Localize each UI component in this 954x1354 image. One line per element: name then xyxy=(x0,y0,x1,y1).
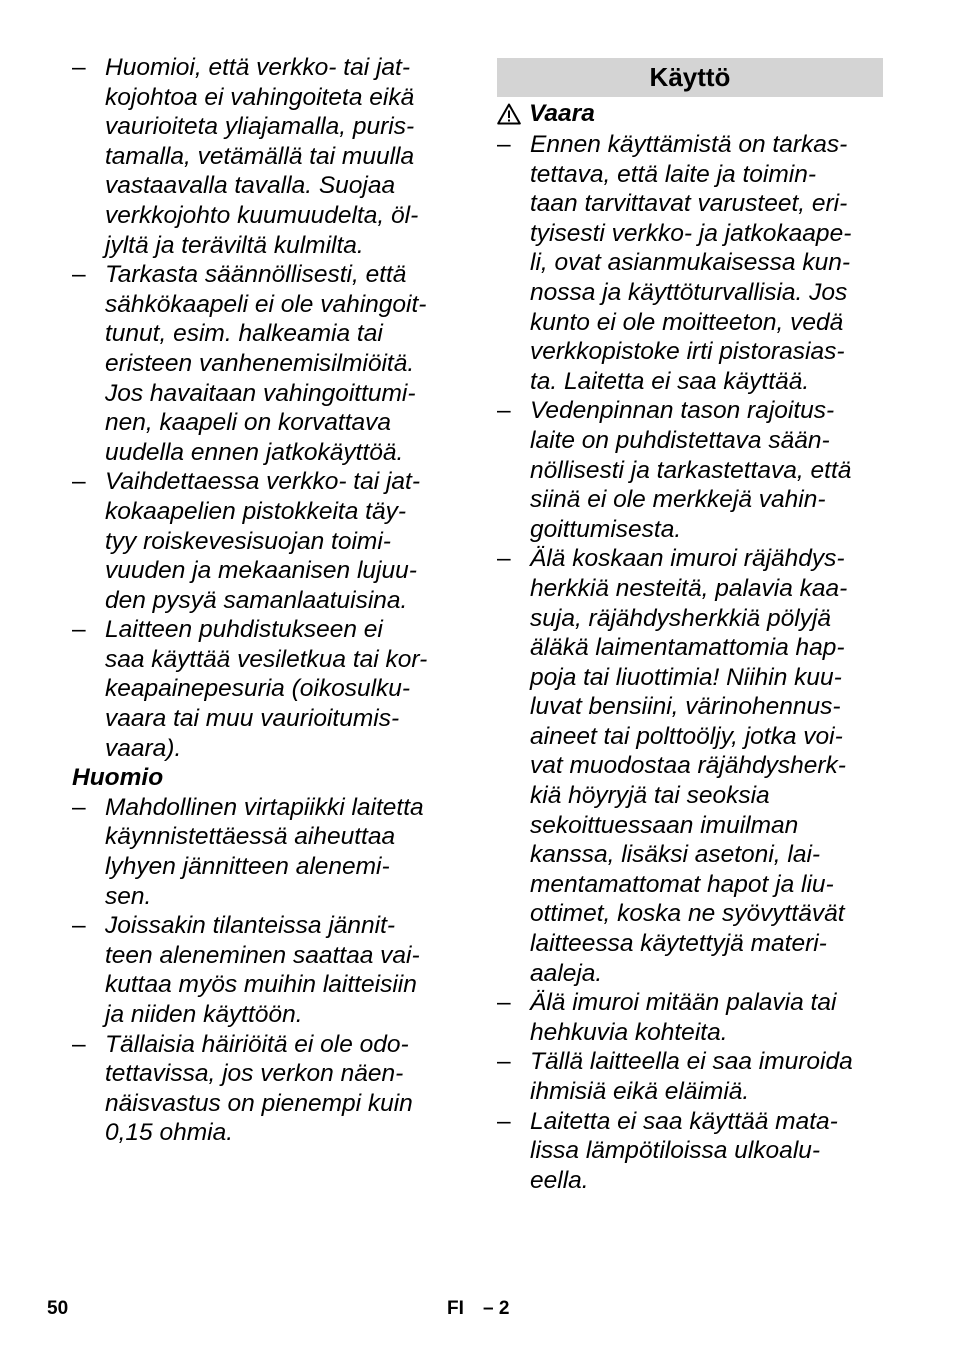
left-column xyxy=(72,53,462,1148)
list-item-line: lyhyen jännitteen alenemi- xyxy=(105,853,390,881)
list-item-line: taan tarvittavat varusteet, eri- xyxy=(530,190,848,218)
list-item-line: aineet tai polttoöljy, jotka voi- xyxy=(530,722,843,750)
list-item xyxy=(72,1030,462,1148)
list-item-line: vat muodostaa räjähdysherk- xyxy=(530,752,846,780)
list-item-line: teen aleneminen saattaa vai- xyxy=(105,941,420,969)
list-item-line: ta. Laitetta ei saa käyttää. xyxy=(530,367,810,395)
right-column xyxy=(497,58,887,1195)
dash-bullet: – xyxy=(72,54,86,81)
list-item-line: kokaapelien pistokkeita täy- xyxy=(105,497,406,525)
list-item-line: kuttaa myös muihin laitteisiin xyxy=(105,971,417,999)
list-item-line: kiä höyryjä tai seoksia xyxy=(530,782,770,810)
list-item-line: Mahdollinen virtapiikki laitetta xyxy=(105,793,424,821)
list-item-line: vaurioiteta yliajamalla, puris- xyxy=(105,113,415,141)
list-item-line: vuuden ja mekaanisen lujuu- xyxy=(105,557,417,585)
dash-bullet: – xyxy=(72,616,86,644)
list-item-line: mentamattomat hapot ja liu- xyxy=(530,870,834,898)
warning-label: Vaara xyxy=(529,100,595,128)
list-item-line: käynnistettäessä aiheuttaa xyxy=(105,823,396,851)
list-item-line: goittumisesta. xyxy=(530,515,682,543)
list-item-line: Vedenpinnan tason rajoitus- xyxy=(530,397,835,425)
dash-bullet: – xyxy=(497,131,511,158)
list-item xyxy=(497,544,887,988)
list-item-line: tettava, että laite ja toimin- xyxy=(530,160,816,188)
list-item-line: Laitetta ei saa käyttää mata- xyxy=(530,1107,838,1135)
list-item-line: li, ovat asianmukaisessa kun- xyxy=(530,249,851,277)
section-number: – 2 xyxy=(483,1298,510,1319)
dash-bullet: – xyxy=(72,468,86,496)
list-item-line: verkkopistoke irti pistorasias- xyxy=(530,338,845,366)
dash-bullet: – xyxy=(497,989,511,1017)
list-item-line: tyisesti verkko- ja jatkokaape- xyxy=(530,219,852,247)
list-item-line: saa käyttää vesiletkua tai kor- xyxy=(105,645,428,673)
list-item xyxy=(497,988,887,1047)
list-item-line: uudella ennen jatkokäyttöä. xyxy=(105,438,404,466)
list-item-line: verkkojohto kuumuudelta, öl- xyxy=(105,201,419,229)
list-item-line: ja niiden käyttöön. xyxy=(105,1001,303,1028)
language-code: FI xyxy=(447,1298,464,1319)
dash-bullet: – xyxy=(497,1107,511,1135)
warning-triangle-icon xyxy=(497,103,521,125)
list-item xyxy=(72,793,462,911)
list-item-line: kunto ei ole moitteeton, vedä xyxy=(530,308,844,336)
list-item-line: Ennen käyttämistä on tarkas- xyxy=(530,131,848,158)
list-item xyxy=(497,130,887,396)
list-item-line: jyltä ja teräviltä kulmilta. xyxy=(105,231,364,259)
list-item-line: kojohtoa ei vahingoiteta eikä xyxy=(105,83,415,111)
dash-bullet: – xyxy=(72,912,86,940)
list-item-line: lissa lämpötiloissa ulkoalu- xyxy=(530,1137,821,1165)
list-item-line: kanssa, lisäksi asetoni, lai- xyxy=(530,841,821,869)
list-item-line: aaleja. xyxy=(530,959,603,987)
list-item-line: sen. xyxy=(105,882,152,910)
list-item-line: siinä ei ole merkkejä vahin- xyxy=(530,486,826,514)
list-item-line: Vaihdettaessa verkko- tai jat- xyxy=(105,468,421,496)
list-item-line: Jos havaitaan vahingoittumi- xyxy=(105,379,416,407)
list-item xyxy=(497,1047,887,1106)
section-title: Käyttö xyxy=(497,58,883,97)
list-item-line: tettavissa, jos verkon näen- xyxy=(105,1060,404,1088)
list-item-line: suja, räjähdysherkkiä pölyjä xyxy=(530,604,831,632)
right-list xyxy=(497,130,887,1195)
list-item-line: vastaavalla tavalla. Suojaa xyxy=(105,172,396,200)
list-item-line: vaara tai muu vaurioitumis- xyxy=(105,705,400,733)
list-item-line: Tällä laitteella ei saa imuroida xyxy=(530,1048,853,1076)
list-item-line: Älä imuroi mitään palavia tai xyxy=(530,989,837,1017)
list-item xyxy=(72,911,462,1029)
dash-bullet: – xyxy=(497,545,511,573)
list-item-line: Älä koskaan imuroi räjähdys- xyxy=(530,545,845,573)
list-item-line: vaara). xyxy=(105,734,182,762)
list-item-line: Huomioi, että verkko- tai jat- xyxy=(105,54,410,81)
list-item xyxy=(72,260,462,467)
list-item-line: äläkä laimentamattomia hap- xyxy=(530,634,845,662)
list-item-line: tyy roiskevesisuojan toimi- xyxy=(105,527,391,555)
dash-bullet: – xyxy=(72,1030,86,1058)
list-item xyxy=(72,53,462,260)
list-item-line: nen, kaapeli on korvattava xyxy=(105,409,392,437)
list-item-line: luvat bensiini, värinohennus- xyxy=(530,693,841,721)
list-item-line: Laitteen puhdistukseen ei xyxy=(105,616,383,644)
list-item-line: nossa ja käyttöturvallisia. Jos xyxy=(530,278,848,306)
list-item-line: Joissakin tilanteissa jännit- xyxy=(105,912,396,940)
list-item-line: Tarkasta säännöllisesti, että xyxy=(105,261,407,289)
left-list-b xyxy=(72,793,462,1148)
list-item-line: sekoittuessaan imuilman xyxy=(530,811,799,839)
dash-bullet: – xyxy=(72,793,86,821)
list-item-line: Tällaisia häiriöitä ei ole odo- xyxy=(105,1030,409,1058)
list-item xyxy=(497,1107,887,1196)
note-heading: Huomio xyxy=(72,764,164,792)
dash-bullet: – xyxy=(497,1048,511,1076)
list-item-line: den pysyä samanlaatuisina. xyxy=(105,586,408,614)
list-item-line: laitteessa käytettyjä materi- xyxy=(530,930,827,958)
list-item xyxy=(72,467,462,615)
dash-bullet: – xyxy=(497,397,511,425)
list-item xyxy=(72,615,462,763)
list-item-line: 0,15 ohmia. xyxy=(105,1119,234,1147)
list-item-line: sähkökaapeli ei ole vahingoit- xyxy=(105,290,427,318)
list-item-line: herkkiä nesteitä, palavia kaa- xyxy=(530,574,848,602)
warning-heading xyxy=(497,98,887,130)
list-item-line: hehkuvia kohteita. xyxy=(530,1018,728,1046)
dash-bullet: – xyxy=(72,261,86,289)
left-list-a xyxy=(72,53,462,763)
list-item-line: laite on puhdistettava sään- xyxy=(530,426,830,454)
list-item-line: nöllisesti ja tarkastettava, että xyxy=(530,456,852,484)
list-item-line: ottimet, koska ne syövyttävät xyxy=(530,900,845,928)
list-item-line: näisvastus on pienempi kuin xyxy=(105,1089,413,1117)
list-item-line: poja tai liuottimia! Niihin kuu- xyxy=(530,663,842,691)
list-item-line: tunut, esim. halkeamia tai xyxy=(105,320,383,348)
list-item xyxy=(497,396,887,544)
list-item-line: ihmisiä eikä eläimiä. xyxy=(530,1078,750,1105)
list-item-line: eristeen vanhenemisilmiöitä. xyxy=(105,349,415,377)
list-item-line: tamalla, vetämällä tai muulla xyxy=(105,142,415,170)
list-item-line: keapainepesuria (oikosulku- xyxy=(105,675,411,703)
list-item-line: eella. xyxy=(530,1166,589,1194)
page-number: 50 xyxy=(47,1298,69,1319)
